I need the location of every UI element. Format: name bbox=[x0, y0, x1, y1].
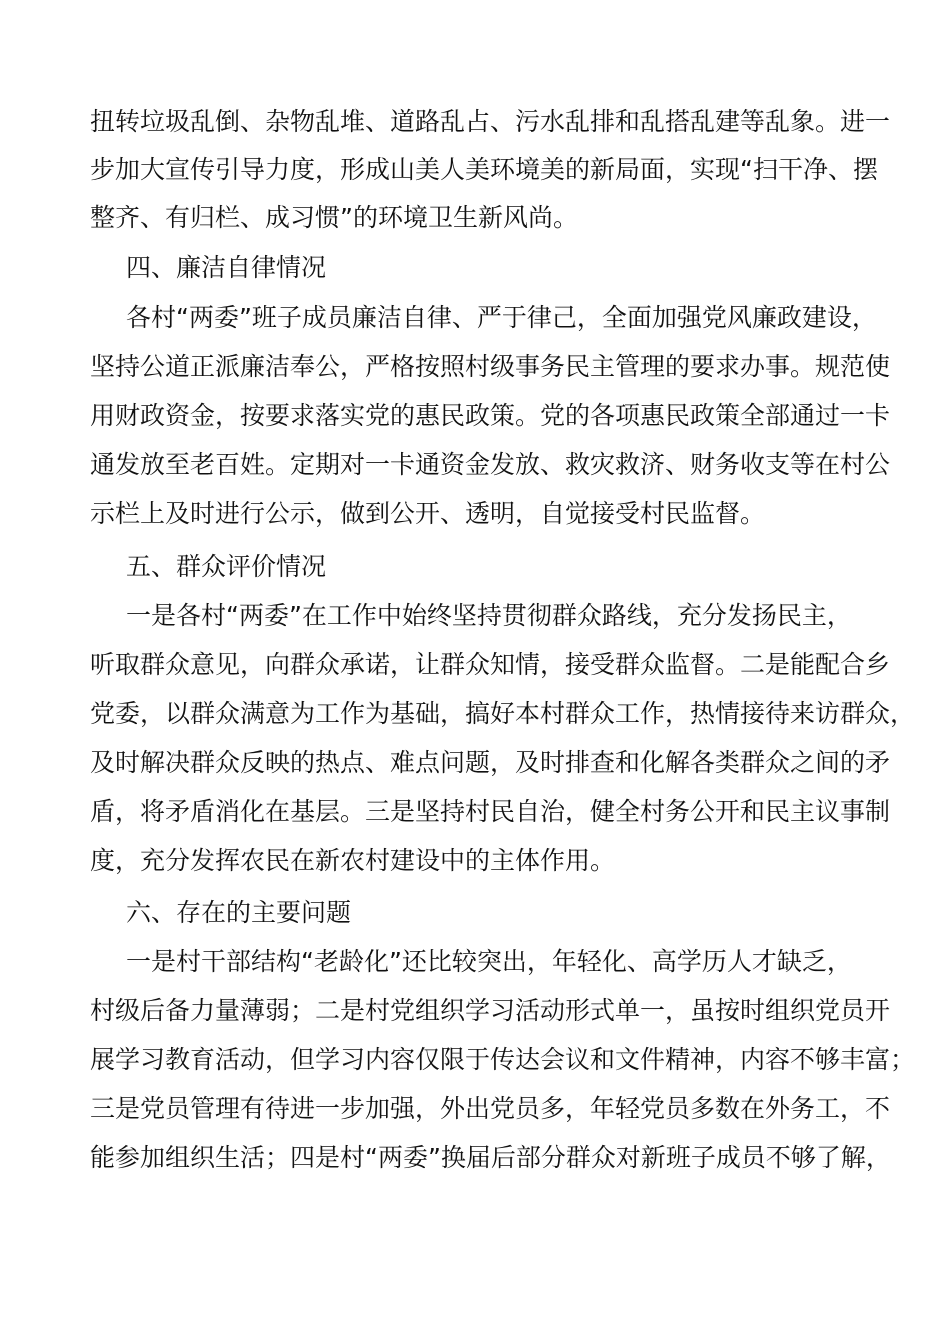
paragraph-line: 通发放至老百姓。定期对一卡通资金发放、救灾救济、财务收支等在村公 bbox=[90, 450, 891, 479]
section-heading: 四、廉洁自律情况 bbox=[126, 253, 327, 282]
paragraph-line: 一是各村“两委”在工作中始终坚持贯彻群众路线，充分发扬民主， bbox=[126, 601, 852, 630]
paragraph-line: 盾，将矛盾消化在基层。三是坚持村民自治，健全村务公开和民主议事制 bbox=[90, 797, 891, 826]
paragraph-line: 整齐、有归栏、成习惯”的环境卫生新风尚。 bbox=[90, 203, 578, 232]
paragraph-line: 度，充分发挥农民在新农村建设中的主体作用。 bbox=[90, 846, 616, 875]
paragraph-line: 及时解决群众反映的热点、难点问题，及时排查和化解各类群众之间的矛 bbox=[90, 748, 891, 777]
paragraph-line: 各村“两委”班子成员廉洁自律、严于律己，全面加强党风廉政建设， bbox=[126, 303, 877, 332]
paragraph-line: 一是村干部结构“老龄化”还比较突出，年轻化、高学历人才缺乏， bbox=[126, 947, 852, 976]
section-heading: 五、群众评价情况 bbox=[126, 552, 327, 581]
paragraph-line: 示栏上及时进行公示，做到公开、透明，自觉接受村民监督。 bbox=[90, 499, 766, 528]
paragraph-line: 村级后备力量薄弱；二是村党组织学习活动形式单一，虽按时组织党员开 bbox=[90, 996, 891, 1025]
paragraph-line: 用财政资金，按要求落实党的惠民政策。党的各项惠民政策全部通过一卡 bbox=[90, 401, 891, 430]
paragraph-line: 三是党员管理有待进一步加强，外出党员多，年轻党员多数在外务工，不 bbox=[90, 1094, 891, 1123]
paragraph-line: 听取群众意见，向群众承诺，让群众知情，接受群众监督。二是能配合乡 bbox=[90, 650, 891, 679]
section-heading: 六、存在的主要问题 bbox=[126, 898, 352, 927]
paragraph-line: 扭转垃圾乱倒、杂物乱堆、道路乱占、污水乱排和乱搭乱建等乱象。进一 bbox=[90, 107, 891, 136]
paragraph-line: 展学习教育活动，但学习内容仅限于传达会议和文件精神，内容不够丰富； bbox=[90, 1045, 916, 1074]
paragraph-line: 坚持公道正派廉洁奉公，严格按照村级事务民主管理的要求办事。规范使 bbox=[90, 352, 891, 381]
paragraph-line: 党委，以群众满意为工作为基础，搞好本村群众工作，热情接待来访群众， bbox=[90, 699, 916, 728]
paragraph-line: 步加大宣传引导力度，形成山美人美环境美的新局面，实现“扫干净、摆 bbox=[90, 155, 878, 184]
paragraph-line: 能参加组织生活；四是村“两委”换届后部分群众对新班子成员不够了解， bbox=[90, 1143, 891, 1172]
